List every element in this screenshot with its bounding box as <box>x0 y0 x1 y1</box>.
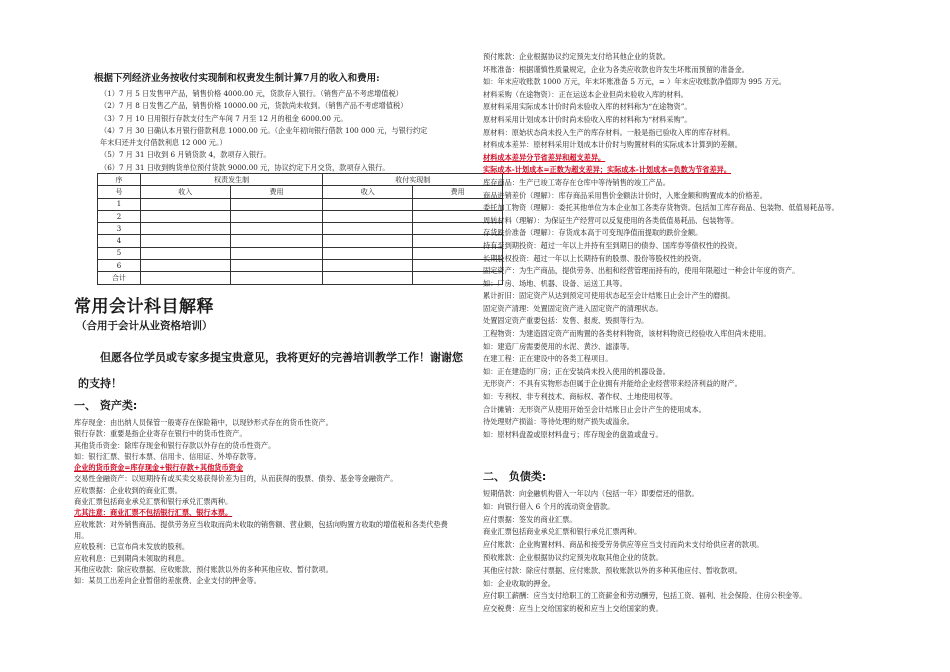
account-line: 如：厂房、场地、机器、设备、运送工具等。 <box>483 278 627 288</box>
account-line: 在建工程：正在建设中的各类工程项目。 <box>483 354 613 364</box>
account-line: 商品进销差价（理解）：库存商品采用售价金额法计价时，入账金额和购置成本的价格差。 <box>483 190 767 200</box>
assets-list <box>74 417 452 586</box>
table-cell <box>140 210 230 222</box>
cash-income-header: 收入 <box>323 186 413 198</box>
table-cell <box>140 247 230 259</box>
account-line: 如：建造厂房需要使用的水泥、黄沙、滤漆等。 <box>483 341 634 351</box>
account-line: 坏账准备：根据谨慎性质量规定，企业为各类应收款也许发生坏账而预留的准备金。 <box>483 64 749 74</box>
account-line: 商业汇票包括商业承兑汇票和银行承兑汇票两种。 <box>74 497 233 507</box>
account-line: 原材料：原始状态尚未投入生产的库存材料。一般是指已验收入库的库存材料。 <box>483 127 735 137</box>
cash-expense-header: 费用 <box>413 186 503 198</box>
exercise-item: （1）7 月 5 日发售甲产品，销售价格 4000.00 元，货款存入银行。（销售产品不考虑增值税） <box>100 89 403 98</box>
account-line: 材料成本差异：原材料采用计划成本计价时与购置材料的实际成本计算到的差额。 <box>483 140 742 150</box>
accrual-income-header: 收入 <box>140 186 230 198</box>
account-line: 待处理财产损溢：等待处理的财产损失或溢余。 <box>483 417 634 427</box>
table-cell <box>140 235 230 247</box>
account-line: 如：银行汇票、银行本票、信用卡、信用证、外埠存款等。 <box>74 451 261 461</box>
exercise-item: （5）7 月 31 日收到 6 月销货款 4，款项存入银行。 <box>100 150 271 160</box>
account-line: 应收账款：对外销售商品、提供劳务应当收取而尚未收取的销售额、营业额，包括向购置方收取的增值税和各类代垫费用。 <box>74 519 448 540</box>
account-line: 库存现金：由出纳人员保管一般寄存在保险箱中，以现钞形式存在的货币性资产。 <box>74 418 333 427</box>
table-cell <box>230 260 323 272</box>
accrual-header: 权责发生制 <box>140 174 323 186</box>
assets-continued-list <box>483 51 888 441</box>
account-line: 如：专利权、非专利技术、商标权、著作权、土地使用权等。 <box>483 392 678 402</box>
page-subtitle: （合用于会计从业资格培训） <box>76 320 213 332</box>
account-line: 原材料采用计划成本计价时尚未验收入库的材料称为“材料采购”。 <box>483 114 692 124</box>
account-line: 如：向银行借入 6 个月的流动资金借款。 <box>483 501 615 511</box>
highlight-note: 材料成本差异分节省差异和超支差异。 <box>483 152 606 162</box>
account-line: 银行存款：重要是指企业寄存在银行中的货币性资产。 <box>74 429 247 439</box>
account-line: 委托加工物资（理解）：委托其他单位为本企业加工各类存货物资。包括加工库存商品、包装物、低值易耗品等。 <box>483 203 839 213</box>
account-line: 应付职工薪酬：应当支付给职工的工资薪金和劳动酬劳，包括工资、福利、社会保险、住房公积金等。 <box>483 591 807 601</box>
account-line: 库存商品：生产已竣工寄存在仓库中等待销售的竣工产品。 <box>483 177 670 187</box>
table-cell <box>140 223 230 235</box>
account-line: 处置固定资产重要包括：发售、报废、毁损等行为。 <box>483 316 649 326</box>
exercise-item: （2）7 月 8 日发售乙产品，销售价格 10000.00 元，货款尚未收到。（销售产品不考虑增值税） <box>100 101 408 111</box>
account-line: 应付账款：企业购置材料、商品和接受劳务供应等应当支付而尚未支付给供应者的款项。 <box>483 540 764 550</box>
exercise-item: （3）7 月 10 日用银行存款支付生产车间 7 月至 12 月的租金 6000.00 元。 <box>100 113 348 123</box>
table-cell <box>230 247 323 259</box>
row-number: 3 <box>98 223 141 235</box>
account-line: 应收票据：企业收到的商业汇票。 <box>74 485 182 495</box>
account-line: 原材料采用实际成本计价时尚未验收入库的材料称为“在途物资”。 <box>483 102 692 112</box>
exercise-items <box>100 88 448 174</box>
table-cell <box>230 235 323 247</box>
account-line: 应收股利：已宣布尚未发放的股利。 <box>74 542 190 552</box>
exercise-item: （6）7 月 31 日收到购货单位预付货款 9000.00 元，协议约定下月交货，款项存入银行。 <box>100 162 390 172</box>
account-line: 应交税费：应当上交给国家的税和应当上交给国家的费。 <box>483 604 663 614</box>
table-cell <box>140 272 230 284</box>
account-line: 周转材料（理解）：为保证生产经营可以反复使用的各类低值易耗品、包装物等。 <box>483 215 739 225</box>
table-cell <box>230 210 323 222</box>
table-cell <box>323 272 413 284</box>
liabilities-list <box>483 488 888 616</box>
table-row <box>98 247 503 259</box>
table-cell <box>230 198 323 210</box>
table-cell <box>140 198 230 210</box>
account-line: 持有至到期投资：超过一年以上并持有至到期日的债券、国库券等债权性的投资。 <box>483 240 742 250</box>
seq-header-bottom: 号 <box>98 186 141 198</box>
account-line: 合计摊销：无形资产从使用开始至会计结账日止会计产生的使用成本。 <box>483 404 706 414</box>
table-row <box>98 210 503 222</box>
account-line: 存货跌价准备（理解）：存货成本高于可变现净值而提取的跌价金额。 <box>483 228 703 238</box>
row-number: 2 <box>98 210 141 222</box>
accrual-expense-header: 费用 <box>230 186 323 198</box>
table-cell <box>323 247 413 259</box>
seq-header-top: 序 <box>98 174 141 186</box>
account-line: 如：原材料盘盈或原材料盘亏；库存现金的盘盈或盘亏。 <box>483 429 663 439</box>
cash-basis-header: 收付实现制 <box>323 174 503 186</box>
row-number: 4 <box>98 235 141 247</box>
account-line: 商业汇票包括商业承兑汇票和银行承兑汇票两种。 <box>483 527 642 537</box>
account-line: 预付账款：企业根据协议约定预先支付给其他企业的货款。 <box>483 52 670 61</box>
table-cell <box>323 260 413 272</box>
account-line: 交易性金融资产：以短期持有或买卖交易获得价差为目的，从而获得的股票、债券、基金等金融资产。 <box>74 474 398 484</box>
table-row <box>98 272 503 284</box>
account-line: 累计折旧：固定资产从达到预定可使用状态起至会计结账日止会计产生的磨损。 <box>483 291 735 301</box>
table-row <box>98 198 503 210</box>
highlight-note: 尤其注意：商业汇票不包括银行汇票、银行本票。 <box>74 508 233 518</box>
highlight-note: 实际成本-计划成本=正数为超支差异；实际成本-计划成本=负数为节省差异。 <box>483 165 732 175</box>
account-line: 工程物资：为建造固定资产而购置的各类材料物资，该材料物资已经验收入库但尚未使用。 <box>483 329 771 339</box>
account-line: 如：某员工出差向企业暂借的差旅费、企业支付的押金等。 <box>74 576 261 586</box>
account-line: 固定资产：为生产商品，提供劳务、出租和经营管理而持有的，使用年限超过一种会计年度的资产。 <box>483 266 800 276</box>
row-number: 6 <box>98 260 141 272</box>
row-number: 1 <box>98 198 141 210</box>
liabilities-heading: 二、 负债类: <box>483 470 547 483</box>
account-line: 应付票据：签发的商业汇票。 <box>483 514 577 524</box>
account-line: 预收账款：企业根据协议约定预先收取其他企业的货款。 <box>483 552 663 562</box>
table-cell <box>230 223 323 235</box>
account-line: 固定资产清理：处置固定资产进入固定资产的清理状态。 <box>483 303 663 313</box>
assets-heading: 一、 资产类: <box>74 399 138 412</box>
table-row <box>98 260 503 272</box>
table-cell <box>323 210 413 222</box>
table-cell <box>323 235 413 247</box>
table-row <box>98 235 503 247</box>
account-line: 如：正在建造的厂房；正在安装尚未投入使用的机器设备。 <box>483 366 670 376</box>
table-cell <box>323 198 413 210</box>
account-line: 应收利息：已到期尚未领取的利息。 <box>74 553 190 563</box>
table-cell <box>230 272 323 284</box>
table-cell <box>323 223 413 235</box>
account-line: 如：年末应收账款 1000 万元，年末坏账准备 5 万元，= ）年末应收账款净值即为 995 万元。 <box>483 77 786 87</box>
account-line: 其他应付款：除应付票据、应付账款、预收账款以外的多种其他应付、暂收款项。 <box>483 565 742 575</box>
table-cell <box>140 260 230 272</box>
exercise-item: 年末归还并支付借款利息 12 000 元。） <box>100 138 227 148</box>
highlight-note: 企业的货币资金=库存现金+银行存款+其他货币资金 <box>74 463 244 473</box>
intro-paragraph: 但愿各位学员或专家多提宝贵意见，我将更好的完善培训教学工作！谢谢您的支持！ <box>78 351 463 390</box>
account-line: 如：企业收取的押金。 <box>483 578 555 588</box>
account-line: 短期借款：向金融机构借入一年以内（包括一年）即要偿还的借款。 <box>483 489 699 498</box>
exercise-item: （4）7 月 30 日确认本月银行借款利息 1000.00 元。（企业年初向银行借款 100 000 元，与银行约定 <box>100 125 428 135</box>
account-line: 长期股权投资：超过一年以上长期持有的股票、股份等股权性的投资。 <box>483 253 706 263</box>
account-line: 无形资产：不具有实物形态但属于企业拥有并能给企业经营带来经济利益的财产。 <box>483 379 742 389</box>
income-expense-table <box>97 173 503 285</box>
table-row <box>98 223 503 235</box>
row-number: 5 <box>98 247 141 259</box>
row-number: 合计 <box>98 272 141 284</box>
account-line: 其他货币资金：除库存现金和银行存款以外存在的货币性资产。 <box>74 440 276 450</box>
account-line: 材料采购（在途物资）：正在运送本企业但尚未验收入库的材料。 <box>483 89 688 99</box>
page-title: 常用会计科目解释 <box>74 297 214 317</box>
exercise-title: 根据下列经济业务按收付实现制和权责发生制计算7月的收入和费用: <box>94 73 380 84</box>
account-line: 其他应收款：除应收票据、应收账款、预付账款以外的多种其他应收、暂付款项。 <box>74 564 333 574</box>
